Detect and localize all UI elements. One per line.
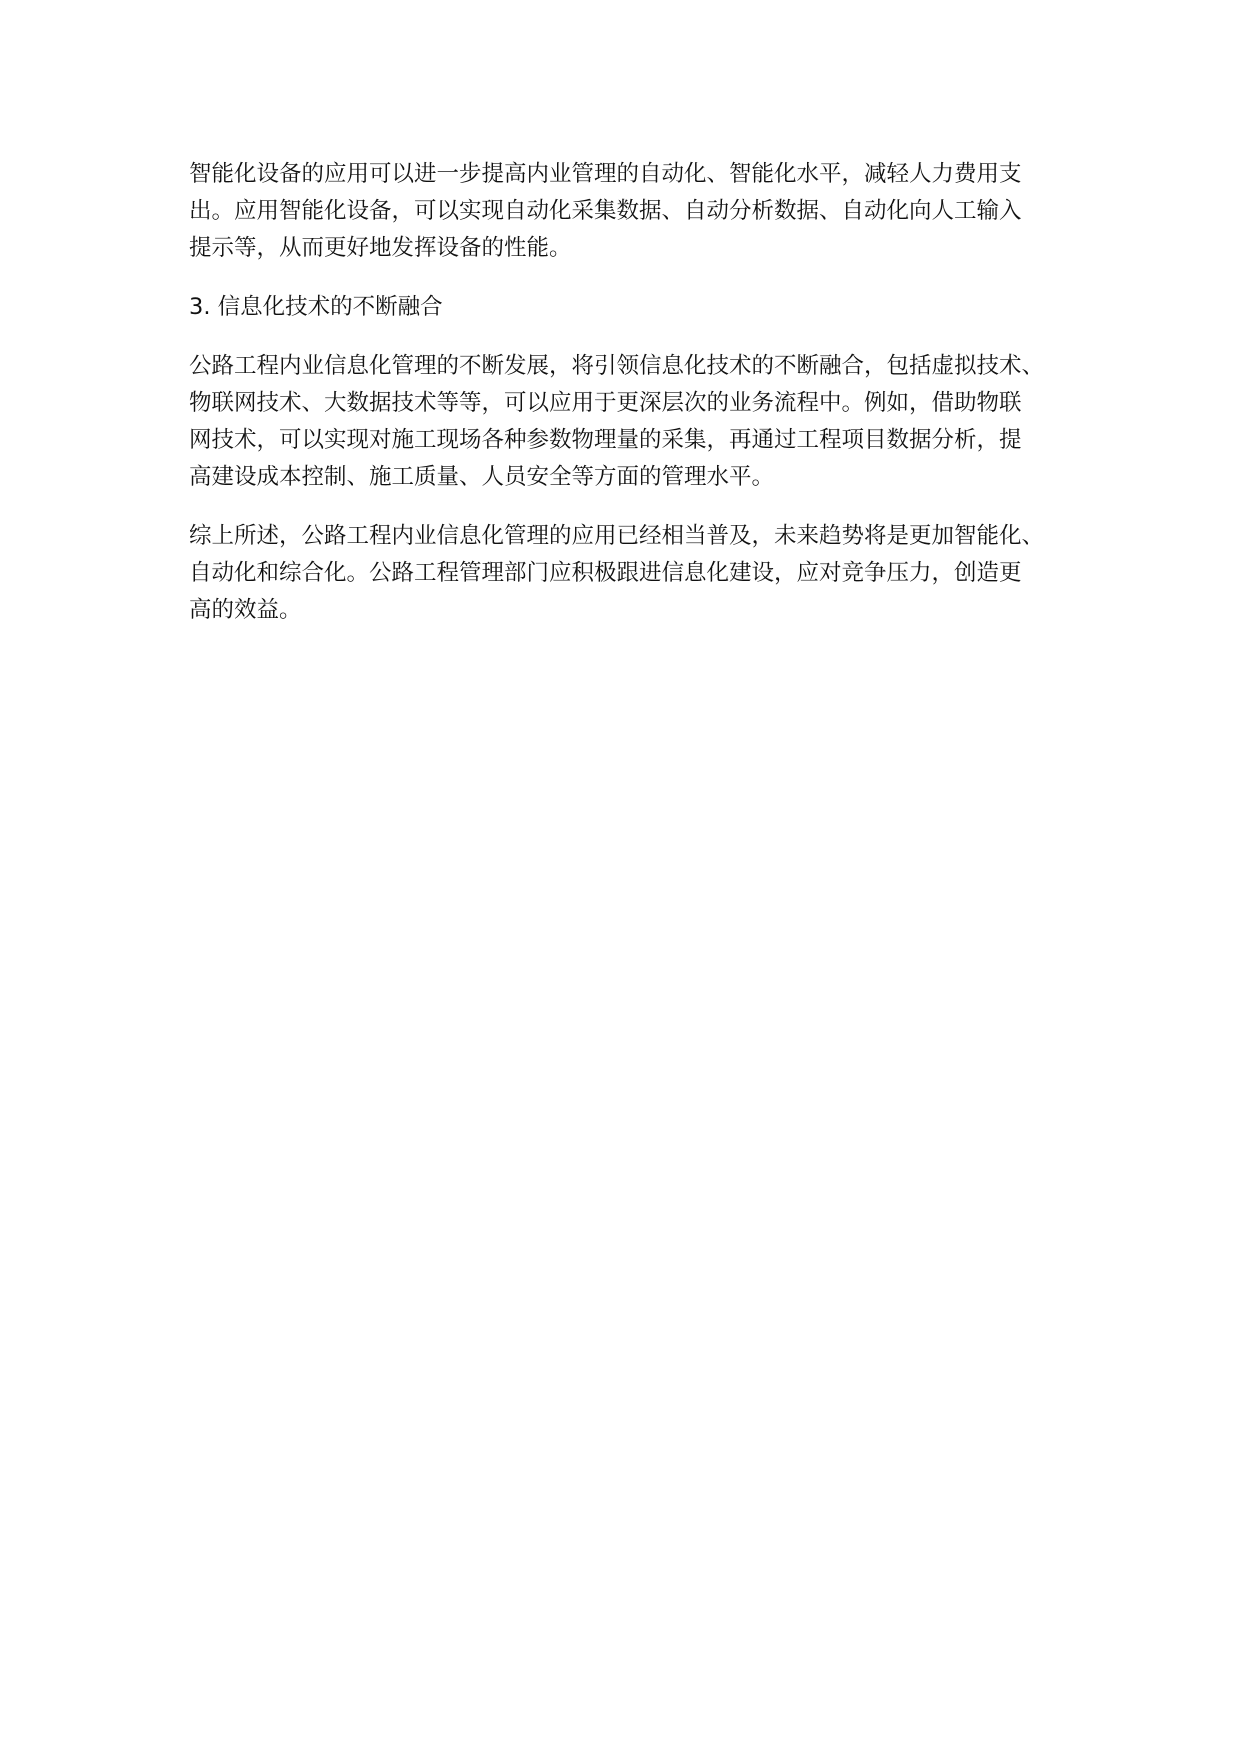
text-line: 高的效益。 [189,597,302,623]
text-line: 自动化和综合化。公路工程管理部门应积极跟进信息化建设，应对竞争压力，创造更 [189,560,1022,586]
section-heading [189,289,1089,326]
heading-line: 3. 信息化技术的不断融合 [189,294,443,320]
text-line: 出。应用智能化设备，可以实现自动化采集数据、自动分析数据、自动化向人工输入 [189,198,1022,224]
text-line: 物联网技术、大数据技术等等，可以应用于更深层次的业务流程中。例如，借助物联 [189,390,1022,416]
text-line: 智能化设备的应用可以进一步提高内业管理的自动化、智能化水平，减轻人力费用支 [189,161,1022,187]
text-line: 高建设成本控制、施工质量、人员安全等方面的管理水平。 [189,464,775,490]
paragraph-intelligent-devices [189,156,1089,267]
paragraph-conclusion [189,518,1089,629]
text-line: 综上所述，公路工程内业信息化管理的应用已经相当普及，未来趋势将是更加智能化、 [189,523,1045,549]
text-line: 提示等，从而更好地发挥设备的性能。 [189,235,572,261]
paragraph-technology-fusion [189,348,1089,496]
text-line: 公路工程内业信息化管理的不断发展，将引领信息化技术的不断融合，包括虚拟技术、 [189,353,1045,379]
text-line: 网技术，可以实现对施工现场各种参数物理量的采集，再通过工程项目数据分析，提 [189,427,1022,453]
document-body [189,156,1089,629]
